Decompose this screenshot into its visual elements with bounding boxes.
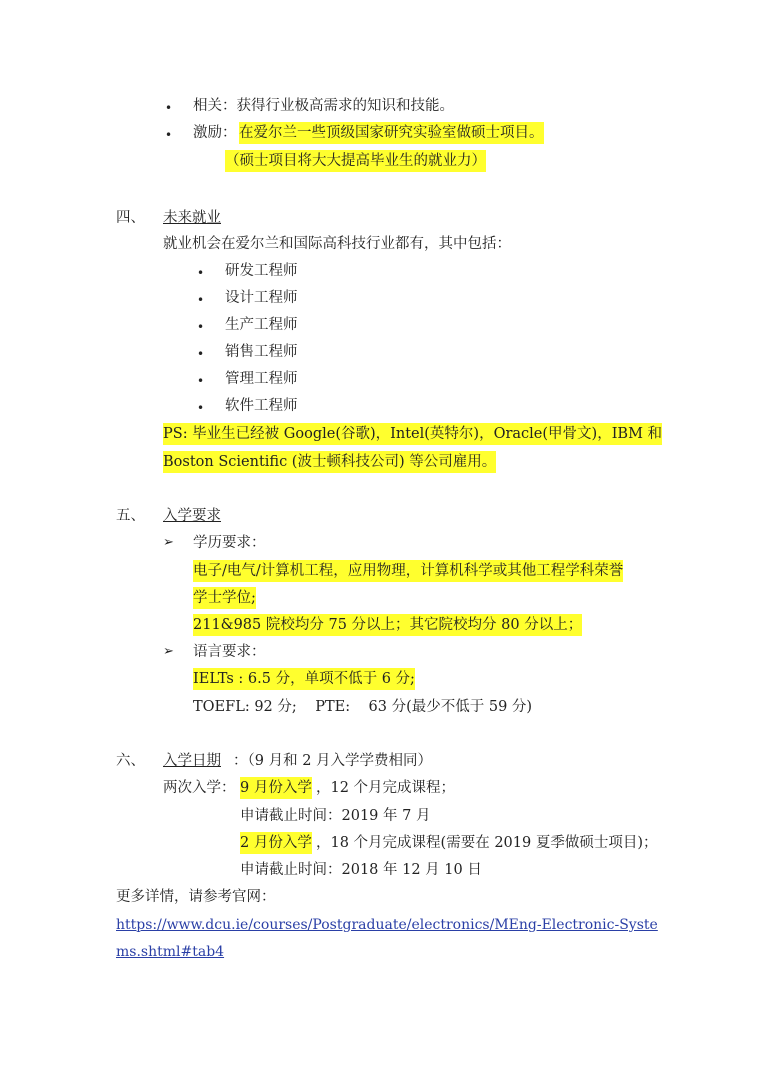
official-site-link-line-2[interactable]: ms.shtml#tab4 — [116, 944, 225, 960]
bullet-motivation-highlight: 在爱尔兰一些顶级国家研究实验室做硕士项目。 — [239, 122, 544, 144]
arrow-bullet-icon: ➢ — [163, 644, 174, 659]
twice-intake-label: 两次入学： — [163, 780, 236, 796]
ielts-req: IELTs : 6.5 分，单项不低于 6 分; — [193, 668, 415, 690]
bullet-icon: • — [197, 401, 205, 415]
more-info-label: 更多详情，请参考官网： — [116, 889, 276, 905]
education-req-2: 学士学位; — [193, 587, 256, 609]
section-5-title: 入学要求 — [163, 508, 221, 524]
february-intake: 2 月份入学 — [240, 832, 312, 854]
february-deadline: 申请截止时间：2018 年 12 月 10 日 — [240, 862, 482, 878]
bullet-motivation-label: 激励： — [193, 125, 237, 141]
education-req-1: 电子/电气/计算机工程，应用物理，计算机科学或其他工程学科荣誉 — [193, 560, 623, 582]
bullet-icon: • — [197, 374, 205, 388]
job-item: 研发工程师 — [225, 263, 298, 279]
section-5-number: 五、 — [116, 508, 145, 524]
bullet-icon: • — [165, 101, 173, 115]
education-label: 学历要求： — [193, 535, 266, 551]
september-deadline: 申请截止时间：2019 年 7 月 — [240, 808, 431, 824]
section-6-title-note: ：（9 月和 2 月入学学费相同） — [233, 753, 433, 769]
education-req-3: 211&985 院校均分 75 分以上；其它院校均分 80 分以上； — [193, 614, 582, 636]
september-duration: ，12 个月完成课程； — [316, 780, 456, 796]
bullet-motivation-note: （硕士项目将大大提高毕业生的就业力） — [225, 150, 486, 172]
bullet-icon: • — [197, 266, 205, 280]
section-6-title: 入学日期 — [163, 753, 221, 769]
bullet-icon: • — [197, 320, 205, 334]
ps-line-1: PS: 毕业生已经被 Google(谷歌)，Intel(英特尔)，Oracle(甲骨文)，IBM 和 — [163, 423, 662, 445]
bullet-relevance: 相关：获得行业极高需求的知识和技能。 — [193, 98, 454, 114]
job-item: 管理工程师 — [225, 371, 298, 387]
ps-line-2: Boston Scientific (波士顿科技公司) 等公司雇用。 — [163, 451, 496, 473]
section-6-number: 六、 — [116, 753, 145, 769]
bullet-icon: • — [197, 347, 205, 361]
job-item: 销售工程师 — [225, 344, 298, 360]
bullet-icon: • — [165, 128, 173, 142]
bullet-icon: • — [197, 293, 205, 307]
toefl-pte-req: TOEFL: 92 分; PTE: 63 分(最少不低于 59 分) — [193, 699, 533, 715]
section-4-intro: 就业机会在爱尔兰和国际高科技行业都有，其中包括： — [163, 236, 511, 252]
section-4-title: 未来就业 — [163, 210, 221, 226]
arrow-bullet-icon: ➢ — [163, 535, 174, 550]
job-item: 生产工程师 — [225, 317, 298, 333]
language-label: 语言要求： — [193, 644, 266, 660]
september-intake: 9 月份入学 — [240, 777, 312, 799]
job-item: 软件工程师 — [225, 398, 298, 414]
job-item: 设计工程师 — [225, 290, 298, 306]
section-4-number: 四、 — [116, 210, 145, 226]
february-duration: ，18 个月完成课程(需要在 2019 夏季做硕士项目)； — [316, 835, 658, 851]
official-site-link-line-1[interactable]: https://www.dcu.ie/courses/Postgraduate/electronics/MEng-Electronic-Syste — [116, 917, 658, 933]
